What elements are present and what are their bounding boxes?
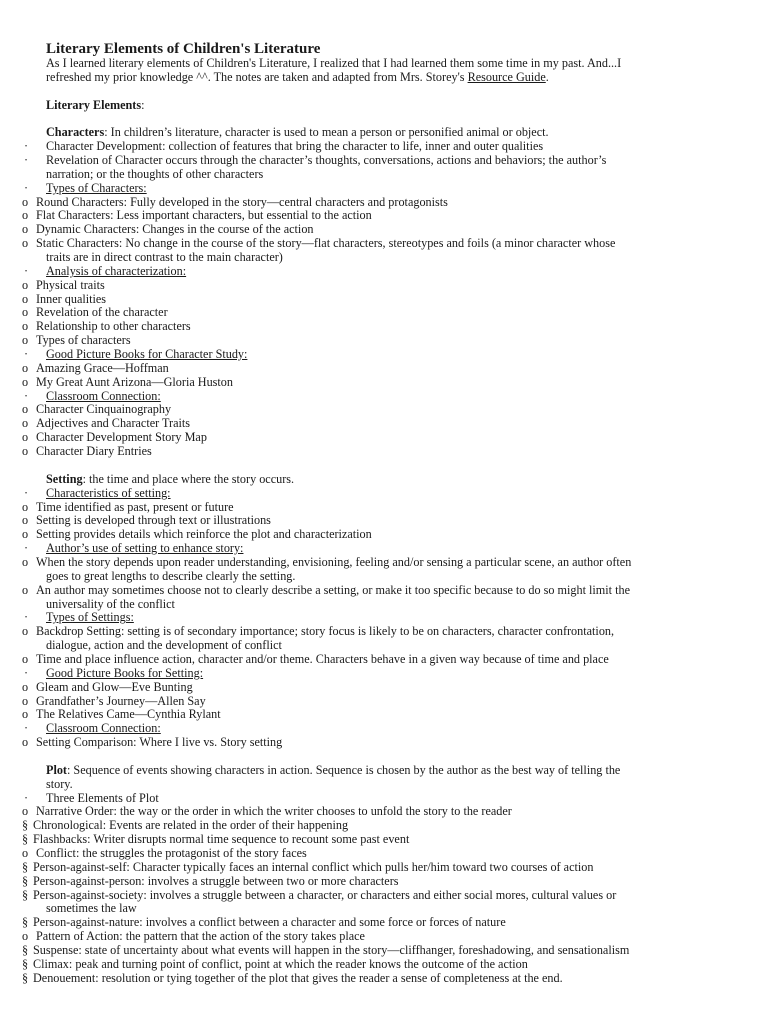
element-heading-line bbox=[0, 126, 768, 140]
bullet-o-marker: o bbox=[22, 236, 29, 251]
continuation-line bbox=[0, 598, 768, 612]
bullet-o-marker: o bbox=[22, 374, 29, 389]
section-sign-marker: § bbox=[22, 915, 29, 930]
spacer bbox=[0, 85, 768, 99]
section-sign-item bbox=[0, 819, 768, 833]
list-item bbox=[0, 306, 768, 320]
line-text: The Relatives Came—Cynthia Rylant bbox=[36, 707, 221, 722]
section-sign-item bbox=[0, 972, 768, 986]
subheading-line bbox=[0, 265, 768, 279]
list-item bbox=[0, 930, 768, 944]
line-text: Pattern of Action: the pattern that the action of the story takes place bbox=[36, 929, 365, 944]
bullet-o-marker: o bbox=[22, 402, 29, 417]
line-text: Physical traits bbox=[36, 277, 105, 292]
line-text: Grandfather’s Journey—Allen Say bbox=[36, 693, 206, 708]
subheading-text: Classroom Connection: bbox=[46, 721, 161, 736]
element-definition: : the time and place where the story occurs. bbox=[82, 471, 295, 486]
bullet-o-marker: o bbox=[22, 804, 29, 819]
section-heading-colon: : bbox=[141, 97, 145, 112]
line-text: goes to great lengths to describe clearly the setting. bbox=[46, 568, 296, 583]
line-text: Conflict: the struggles the protagonist of the story faces bbox=[36, 845, 307, 860]
subheading-line bbox=[0, 722, 768, 736]
line-text: Character Development Story Map bbox=[36, 430, 207, 445]
subheading-line bbox=[0, 487, 768, 501]
section-sign-marker: § bbox=[22, 887, 29, 902]
bullet-o-marker: o bbox=[22, 360, 29, 375]
subheading-line bbox=[0, 611, 768, 625]
section-sign-marker: § bbox=[22, 859, 29, 874]
section-sign-item bbox=[0, 833, 768, 847]
line-text: Character Development: collection of features that bring the character to life, inner and outer qualities bbox=[46, 139, 544, 154]
list-item bbox=[0, 334, 768, 348]
line-text: Revelation of the character bbox=[36, 305, 168, 320]
subheading-line bbox=[0, 667, 768, 681]
section-sign-item bbox=[0, 944, 768, 958]
subheading-text: Good Picture Books for Setting: bbox=[46, 665, 204, 680]
list-item bbox=[0, 556, 768, 570]
list-item bbox=[0, 528, 768, 542]
line-text: universality of the conflict bbox=[46, 596, 175, 611]
element-heading-line bbox=[0, 764, 768, 778]
list-item bbox=[0, 417, 768, 431]
heading-text bbox=[46, 764, 620, 778]
line-text: Chronological: Events are related in the order of their happening bbox=[33, 818, 349, 833]
bullet-dot-marker: · bbox=[24, 790, 29, 805]
element-heading-line bbox=[0, 473, 768, 487]
subheading-text: Classroom Connection: bbox=[46, 388, 161, 403]
bullet-o-marker: o bbox=[22, 513, 29, 528]
line-text: Suspense: state of uncertainty about what events will happen in the story—cliffhanger, foreshadowing, and sensationalism bbox=[33, 943, 630, 957]
line-text: Backdrop Setting: setting is of secondary importance; story focus is likely to be on characters, character confrontation, bbox=[36, 624, 615, 639]
list-item bbox=[0, 362, 768, 376]
bullet-line bbox=[0, 792, 768, 806]
section-heading: Literary Elements bbox=[46, 97, 142, 112]
subheading-text: Good Picture Books for Character Study: bbox=[46, 347, 248, 362]
line-text: Round Characters: Fully developed in the story—central characters and protagonists bbox=[36, 194, 448, 209]
bullet-dot-marker: · bbox=[24, 485, 29, 500]
heading-text bbox=[46, 473, 294, 487]
list-item bbox=[0, 501, 768, 515]
list-item bbox=[0, 625, 768, 639]
bullet-o-marker: o bbox=[22, 582, 29, 597]
line-text: Inner qualities bbox=[36, 291, 107, 306]
bullet-o-marker: o bbox=[22, 430, 29, 445]
section-heading-line bbox=[0, 99, 768, 113]
line-text: sometimes the law bbox=[46, 901, 137, 916]
bullet-dot-marker: · bbox=[24, 665, 29, 680]
line-text: Time and place influence action, character and/or theme. Characters behave in a given way because of time and place bbox=[36, 651, 609, 666]
bullet-o-marker: o bbox=[22, 333, 29, 348]
list-item bbox=[0, 403, 768, 417]
list-item bbox=[0, 805, 768, 819]
line-text: Character Cinquainography bbox=[36, 402, 172, 417]
section-sign-item bbox=[0, 916, 768, 930]
line-text: Person-against-person: involves a struggle between two or more characters bbox=[33, 873, 399, 888]
section-sign-marker: § bbox=[22, 956, 29, 971]
bullet-o-marker: o bbox=[22, 651, 29, 666]
intro-text-1: As I learned literary elements of Children's Literature, I realized that I had learned them some time in my past. And...I bbox=[46, 56, 622, 70]
bullet-dot-marker: · bbox=[24, 610, 29, 625]
line-text: Denouement: resolution or tying together of the plot that gives the reader a sense of completeness at the end. bbox=[33, 970, 563, 985]
subheading-text: Types of Characters: bbox=[46, 180, 147, 195]
bullet-o-marker: o bbox=[22, 845, 29, 860]
section-sign-marker: § bbox=[22, 943, 29, 957]
section-sign-marker: § bbox=[22, 873, 29, 888]
bullet-line bbox=[0, 154, 768, 168]
line-text: Character Diary Entries bbox=[36, 444, 152, 459]
bullet-dot-marker: · bbox=[24, 388, 29, 403]
document-title: Literary Elements of Children's Literature bbox=[46, 41, 321, 57]
bullet-o-marker: o bbox=[22, 707, 29, 722]
line-text: Static Characters: No change in the course of the story—flat characters, stereotypes and foils (a minor character whose bbox=[36, 236, 616, 251]
line-text: When the story depends upon reader understanding, envisioning, feeling and/or sensing a particular scene, an author often bbox=[36, 554, 632, 569]
line-text: Revelation of Character occurs through the character’s thoughts, conversations, actions and behaviors; the author’s bbox=[46, 153, 607, 168]
bullet-o-marker: o bbox=[22, 277, 29, 292]
bullet-o-marker: o bbox=[22, 527, 29, 542]
section-sign-item bbox=[0, 861, 768, 875]
line-text: traits are in direct contrast to the main character) bbox=[46, 250, 283, 265]
document-page bbox=[0, 42, 768, 986]
line-text: Setting Comparison: Where I live vs. Story setting bbox=[36, 735, 283, 750]
line-text: Gleam and Glow—Eve Bunting bbox=[36, 679, 193, 694]
section-sign-marker: § bbox=[22, 818, 29, 833]
list-item bbox=[0, 708, 768, 722]
continuation-line bbox=[0, 570, 768, 584]
subheading-text: Author’s use of setting to enhance story: bbox=[46, 541, 244, 556]
line-text: Types of characters bbox=[36, 333, 131, 348]
line-text: Adjectives and Character Traits bbox=[36, 416, 190, 431]
bullet-dot-marker: · bbox=[24, 153, 29, 168]
subheading-line bbox=[0, 542, 768, 556]
list-item bbox=[0, 695, 768, 709]
bullet-o-marker: o bbox=[22, 319, 29, 334]
bullet-o-marker: o bbox=[22, 194, 29, 209]
line-text: narration; or the thoughts of other characters bbox=[46, 166, 264, 181]
notes-list bbox=[0, 112, 768, 985]
bullet-dot-marker: · bbox=[24, 263, 29, 278]
section-sign-item bbox=[0, 889, 768, 903]
element-heading: Plot bbox=[46, 762, 67, 777]
section-sign-marker: § bbox=[22, 970, 29, 985]
spacer bbox=[0, 459, 768, 473]
line-text: Setting is developed through text or illustrations bbox=[36, 513, 271, 528]
subheading-line bbox=[0, 390, 768, 404]
subheading-text: Types of Settings: bbox=[46, 610, 134, 625]
section-sign-item bbox=[0, 958, 768, 972]
list-item bbox=[0, 320, 768, 334]
line-text: story. bbox=[46, 776, 73, 791]
element-definition: : In children’s literature, character is used to mean a person or personified animal or object. bbox=[104, 125, 549, 140]
list-item bbox=[0, 237, 768, 251]
bullet-o-marker: o bbox=[22, 416, 29, 431]
intro-text-2: refreshed my prior knowledge ^^. The notes are taken and adapted from Mrs. Storey's bbox=[46, 69, 468, 84]
line-text: Three Elements of Plot bbox=[46, 790, 159, 805]
subheading-line bbox=[0, 348, 768, 362]
element-heading: Setting bbox=[46, 471, 83, 486]
subheading-text: Analysis of characterization: bbox=[46, 263, 187, 278]
line-text: Relationship to other characters bbox=[36, 319, 191, 334]
list-item bbox=[0, 653, 768, 667]
subheading-text: Characteristics of setting: bbox=[46, 485, 171, 500]
bullet-o-marker: o bbox=[22, 735, 29, 750]
list-item bbox=[0, 223, 768, 237]
line-text: Narrative Order: the way or the order in which the writer chooses to unfold the story to the reader bbox=[36, 804, 512, 819]
line-text: Setting provides details which reinforce the plot and characterization bbox=[36, 527, 372, 542]
continuation-line bbox=[0, 168, 768, 182]
subheading-line bbox=[0, 182, 768, 196]
bullet-o-marker: o bbox=[22, 208, 29, 223]
list-item bbox=[0, 196, 768, 210]
list-item bbox=[0, 376, 768, 390]
spacer bbox=[0, 750, 768, 764]
bullet-o-marker: o bbox=[22, 554, 29, 569]
intro-period: . bbox=[545, 69, 549, 84]
bullet-o-marker: o bbox=[22, 305, 29, 320]
continuation-line bbox=[0, 639, 768, 653]
bullet-line bbox=[0, 140, 768, 154]
list-item bbox=[0, 279, 768, 293]
bullet-dot-marker: · bbox=[24, 139, 29, 154]
list-item bbox=[0, 293, 768, 307]
line-text: Flashbacks: Writer disrupts normal time sequence to recount some past event bbox=[33, 832, 410, 847]
intro-line-2 bbox=[0, 71, 768, 85]
line-text: Time identified as past, present or future bbox=[36, 499, 234, 514]
line-text: An author may sometimes choose not to clearly describe a setting, or make it too specific because to do so might limit the bbox=[36, 582, 630, 597]
bullet-o-marker: o bbox=[22, 693, 29, 708]
element-heading: Characters bbox=[46, 125, 105, 140]
section-sign-item bbox=[0, 875, 768, 889]
line-text: Dynamic Characters: Changes in the course of the action bbox=[36, 222, 314, 237]
list-item bbox=[0, 736, 768, 750]
bullet-o-marker: o bbox=[22, 929, 29, 944]
bullet-o-marker: o bbox=[22, 222, 29, 237]
list-item bbox=[0, 584, 768, 598]
bullet-dot-marker: · bbox=[24, 347, 29, 362]
continuation-line bbox=[0, 251, 768, 265]
list-item bbox=[0, 431, 768, 445]
bullet-o-marker: o bbox=[22, 499, 29, 514]
element-definition: : Sequence of events showing characters in action. Sequence is chosen by the author as the best way of telling the bbox=[66, 762, 621, 777]
bullet-dot-marker: · bbox=[24, 541, 29, 556]
continuation-line bbox=[0, 778, 768, 792]
list-item bbox=[0, 209, 768, 223]
section-sign-marker: § bbox=[22, 832, 29, 847]
line-text: Flat Characters: Less important characters, but essential to the action bbox=[36, 208, 372, 223]
resource-guide-link[interactable]: Resource Guide bbox=[467, 69, 546, 84]
line-text: Climax: peak and turning point of conflict, point at which the reader knows the outcome of the action bbox=[33, 956, 528, 971]
line-text: Person-against-society: involves a struggle between a character, or characters and either social mores, cultural values or bbox=[33, 887, 617, 902]
heading-text bbox=[46, 126, 549, 140]
line-text: Person-against-self: Character typically faces an internal conflict which pulls her/him toward two courses of action bbox=[33, 859, 594, 874]
bullet-o-marker: o bbox=[22, 624, 29, 639]
bullet-o-marker: o bbox=[22, 679, 29, 694]
list-item bbox=[0, 847, 768, 861]
spacer bbox=[0, 112, 768, 126]
intro-line-1 bbox=[0, 57, 768, 71]
bullet-o-marker: o bbox=[22, 291, 29, 306]
line-text: Person-against-nature: involves a conflict between a character and some force or forces of nature bbox=[33, 915, 506, 930]
bullet-dot-marker: · bbox=[24, 180, 29, 195]
line-text: dialogue, action and the development of conflict bbox=[46, 638, 282, 653]
list-item bbox=[0, 681, 768, 695]
line-text: Amazing Grace—Hoffman bbox=[36, 360, 169, 375]
list-item bbox=[0, 514, 768, 528]
continuation-line bbox=[0, 902, 768, 916]
bullet-dot-marker: · bbox=[24, 721, 29, 736]
bullet-o-marker: o bbox=[22, 444, 29, 459]
list-item bbox=[0, 445, 768, 459]
line-text: My Great Aunt Arizona—Gloria Huston bbox=[36, 374, 233, 389]
